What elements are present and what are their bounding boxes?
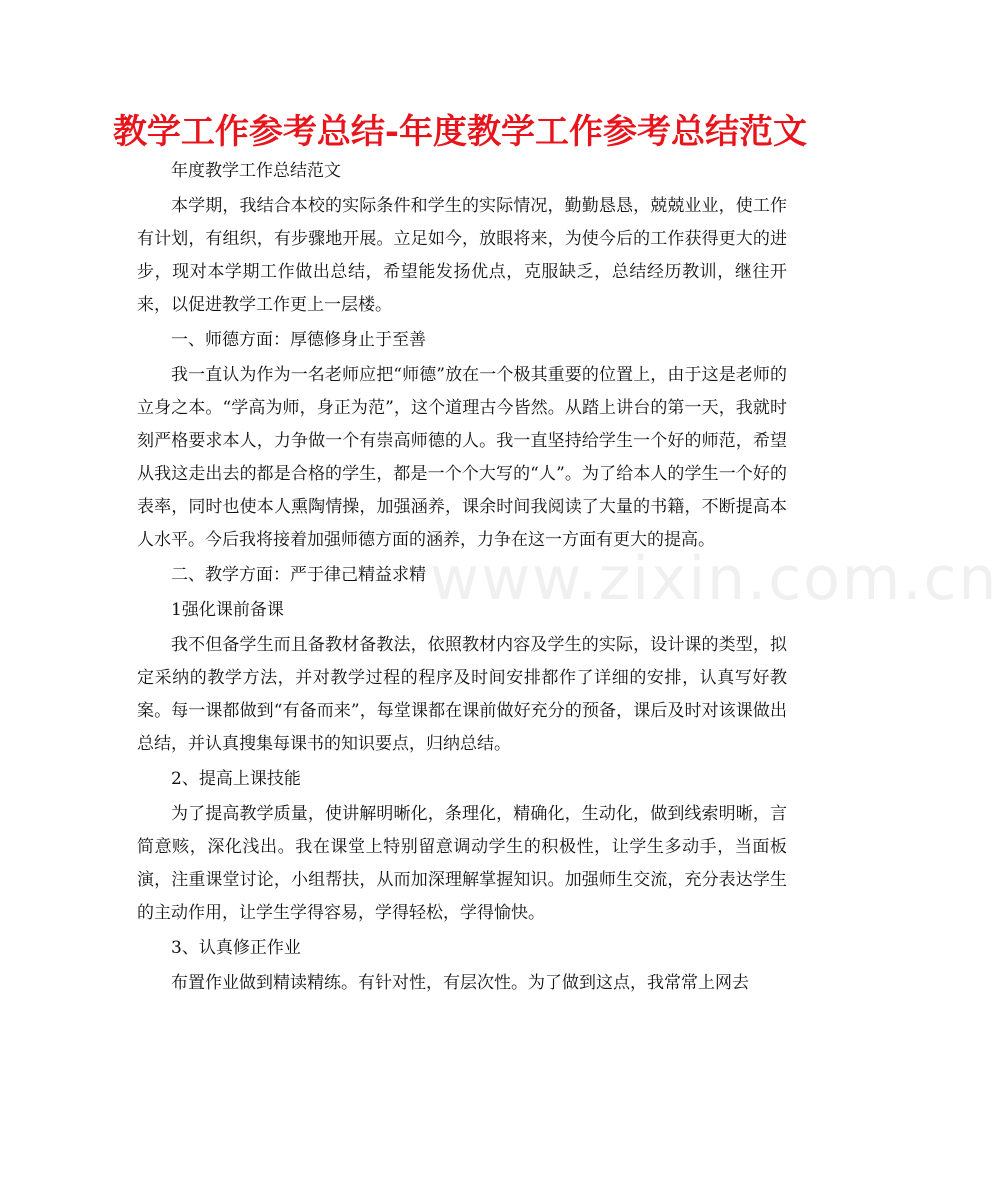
section-heading-ethics: 一、师德方面：厚德修身止于至善 (171, 330, 426, 350)
class-skills-paragraph: 为了提高教学质量，使讲解明晰化，条理化，精确化，生动化，做到线索明晰，言简意赅，深化浅出。我在课堂上特别留意调动学生的积极性，让学生多动手，当面板演，注重课堂讨论，小组帮扶，从而加深理解掌握知识。加强师生交流，充分表达学生的主动作用，让学生学得容易，学得轻松，学得愉快。 (137, 804, 787, 923)
document-title: 教学工作参考总结-年度教学工作参考总结范文 (112, 112, 808, 152)
watermark: www.zixin.com.cn (430, 544, 998, 614)
intro-paragraph: 本学期，我结合本校的实际条件和学生的实际情况，勤勤恳恳，兢兢业业，使工作有计划，有组织，有步骤地开展。立足如今，放眼将来，为使今后的工作获得更大的进步，现对本学期工作做出总结，希望能发扬优点，克服缺乏，总结经历教训，继往开来，以促进教学工作更上一层楼。 (137, 196, 787, 315)
document-body (137, 155, 787, 1002)
subheading-homework: 3、认真修正作业 (171, 938, 301, 958)
lesson-prep-paragraph: 我不但备学生而且备教材备教法，依照教材内容及学生的实际，设计课的类型，拟定采纳的教学方法，并对教学过程的程序及时间安排都作了详细的安排，认真写好教案。每一课都做到“有备而来”，每堂课都在课前做好充分的预备，课后及时对该课做出总结，并认真搜集每课书的知识要点，归纳总结。 (137, 635, 787, 754)
subheading-lesson-prep: 1强化课前备课 (171, 600, 284, 620)
homework-paragraph: 布置作业做到精读精练。有针对性，有层次性。为了做到这点，我常常上网去 (171, 973, 749, 993)
subheading-class-skills: 2、提高上课技能 (171, 769, 301, 789)
subtitle-paragraph: 年度教学工作总结范文 (171, 161, 341, 181)
ethics-paragraph: 我一直认为作为一名老师应把“师德”放在一个极其重要的位置上，由于这是老师的立身之本。“学高为师，身正为范”，这个道理古今皆然。从踏上讲台的第一天，我就时刻严格要求本人，力争做一个有崇高师德的人。我一直坚持给学生一个好的师范，希望从我这走出去的都是合格的学生，都是一个个大写的“人”。为了给本人的学生一个好的表率，同时也使本人熏陶情操，加强涵养，课余时间我阅读了大量的书籍，不断提高本人水平。今后我将接着加强师德方面的涵养，力争在这一方面有更大的提高。 (137, 365, 787, 550)
section-heading-teaching: 二、教学方面：严于律己精益求精 (171, 565, 426, 585)
